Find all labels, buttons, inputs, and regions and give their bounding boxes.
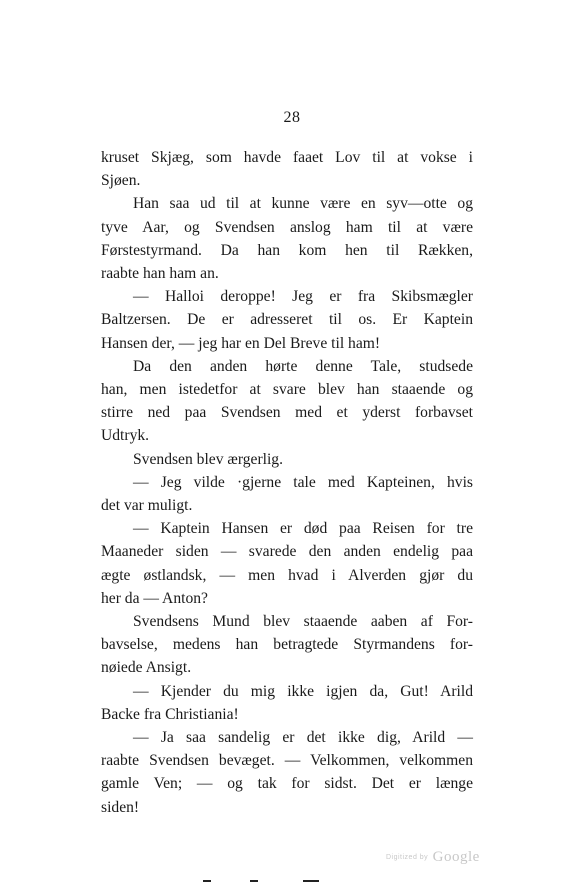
text-line: Førstestyrmand. Da han kom hen til Rækken, <box>101 241 473 259</box>
page-number: 28 <box>283 109 301 126</box>
text-line: gamle Ven; — og tak for sidst. Det er længe <box>101 775 473 793</box>
footer-mark <box>250 880 258 882</box>
text-line: — Jeg vilde ·gjerne tale med Kapteinen, hvis <box>133 473 473 491</box>
text-line: Backe fra Christiania! <box>101 705 239 723</box>
text-line: — Kaptein Hansen er død paa Reisen for tre <box>133 520 473 538</box>
text-line: raabte han ham an. <box>101 265 219 283</box>
footer-mark <box>203 880 211 882</box>
text-line: tyve Aar, og Svendsen anslog ham til at være <box>101 218 473 236</box>
text-line: Baltzersen. De er adresseret til os. Er Kaptein <box>101 311 473 329</box>
watermark-prefix: Digitized by <box>386 854 429 861</box>
text-line: Da den anden hørte denne Tale, studsede <box>133 357 473 375</box>
text-line: — Halloi deroppe! Jeg er fra Skibsmægler <box>133 288 473 306</box>
text-line: han, men istedetfor at svare blev han staaende og <box>101 381 473 399</box>
text-line: her da — Anton? <box>101 589 208 607</box>
text-line: Sjøen. <box>101 172 141 190</box>
text-line: ægte østlandsk, — men hvad i Alverden gjør du <box>101 566 473 584</box>
footer-mark <box>303 880 319 882</box>
watermark-brand: Google <box>432 849 480 865</box>
text-line: — Kjender du mig ikke igjen da, Gut! Arild <box>133 682 473 700</box>
text-line: nøiede Ansigt. <box>101 659 192 677</box>
text-line: stirre ned paa Svendsen med et yderst forbavset <box>101 404 473 422</box>
text-line: — Ja saa sandelig er det ikke dig, Arild — <box>133 729 473 747</box>
text-line: raabte Svendsen bevæget. — Velkommen, velkommen <box>101 752 473 770</box>
text-line: Maaneder siden — svarede den anden endelig paa <box>101 543 473 561</box>
text-line: siden! <box>101 798 140 816</box>
text-line: Svendsen blev ærgerlig. <box>133 450 283 468</box>
text-line: Hansen der, — jeg har en Del Breve til ham! <box>101 334 381 352</box>
text-line: bavselse, medens han betragtede Styrmandens for- <box>101 636 473 654</box>
text-line: kruset Skjæg, som havde faaet Lov til at vokse i <box>101 149 473 166</box>
text-line: det var muligt. <box>101 497 193 515</box>
text-line: Udtryk. <box>101 427 150 445</box>
body-text <box>101 146 473 819</box>
digitization-watermark <box>386 848 480 866</box>
text-line: Svendsens Mund blev staaende aaben af For- <box>133 613 473 631</box>
text-line: Han saa ud til at kunne være en syv—otte og <box>133 195 473 213</box>
